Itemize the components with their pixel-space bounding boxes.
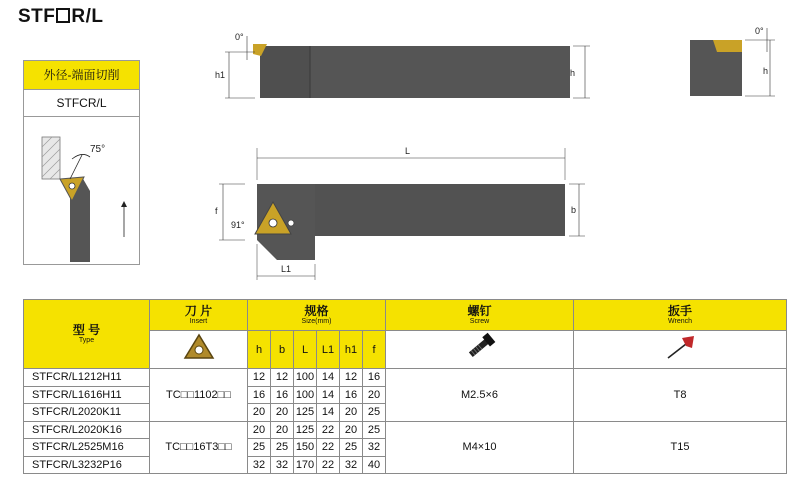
size-col-L1: L1 <box>317 331 340 369</box>
cell-h: 16 <box>248 386 271 404</box>
wrench-cell: T15 <box>574 421 787 474</box>
insert-cell: TC□□1102□□ <box>150 369 248 422</box>
b-label: b <box>571 205 577 215</box>
type-header: 型 号 Type <box>24 300 150 369</box>
cell-f: 20 <box>363 386 386 404</box>
cell-h1: 16 <box>340 386 363 404</box>
cell-b: 12 <box>271 369 294 387</box>
cell-h: 20 <box>248 421 271 439</box>
operation-label: 外径-端面切削 <box>24 61 139 90</box>
cell-f: 32 <box>363 439 386 457</box>
size-col-b: b <box>271 331 294 369</box>
cell-f: 40 <box>363 456 386 474</box>
placeholder-box-icon <box>56 8 70 23</box>
type-cell: STFCR/L1616H11 <box>24 386 150 404</box>
screw-header: 螺钉 Screw <box>386 300 574 331</box>
cell-f: 25 <box>363 404 386 422</box>
size-col-h1: h1 <box>340 331 363 369</box>
cell-b: 16 <box>271 386 294 404</box>
cell-f: 16 <box>363 369 386 387</box>
operation-diagram <box>24 117 139 264</box>
title-suffix: R/L <box>71 6 104 27</box>
insert-end-icon <box>713 40 742 52</box>
cell-L1: 14 <box>317 386 340 404</box>
type-cell: STFCR/L3232P16 <box>24 456 150 474</box>
cell-L: 125 <box>294 421 317 439</box>
angle-line <box>70 155 82 179</box>
cell-L: 100 <box>294 369 317 387</box>
screw-icon <box>460 332 500 362</box>
cell-h1: 20 <box>340 404 363 422</box>
cell-L1: 22 <box>317 439 340 457</box>
top-angle-label: 0° <box>235 32 244 42</box>
f-label: f <box>215 206 218 216</box>
cell-h: 20 <box>248 404 271 422</box>
cell-L1: 22 <box>317 421 340 439</box>
cell-h1: 12 <box>340 369 363 387</box>
cell-h: 32 <box>248 456 271 474</box>
type-cell: STFCR/L2020K11 <box>24 404 150 422</box>
insert-header: 刀 片 Insert <box>150 300 248 331</box>
top-view-drawing <box>205 20 595 105</box>
top-h-label: h <box>570 68 576 78</box>
cell-h1: 25 <box>340 439 363 457</box>
type-cell: STFCR/L2525M16 <box>24 439 150 457</box>
page-title <box>18 6 104 28</box>
size-col-L: L <box>294 331 317 369</box>
operation-model: STFCR/L <box>24 90 139 117</box>
end-view-drawing <box>685 22 785 102</box>
plan-view-drawing <box>205 140 595 285</box>
angle-label: 75° <box>90 144 106 155</box>
cell-L1: 14 <box>317 369 340 387</box>
end-h-label: h <box>763 66 769 76</box>
cell-h: 25 <box>248 439 271 457</box>
cell-b: 32 <box>271 456 294 474</box>
cell-L: 150 <box>294 439 317 457</box>
wrench-icon <box>660 332 700 362</box>
insert-image-cell <box>150 331 248 369</box>
screw-cell: M2.5×6 <box>386 369 574 422</box>
spec-table <box>23 299 787 474</box>
cell-h: 12 <box>248 369 271 387</box>
type-cell: STFCR/L1212H11 <box>24 369 150 387</box>
table-row <box>24 369 787 387</box>
angle91-label: 91° <box>231 220 245 230</box>
cell-h1: 20 <box>340 421 363 439</box>
cell-L1: 22 <box>317 456 340 474</box>
screw-cell: M4×10 <box>386 421 574 474</box>
size-col-f: f <box>363 331 386 369</box>
type-cell: STFCR/L2020K16 <box>24 421 150 439</box>
wrench-image-cell <box>574 331 787 369</box>
title-prefix: STF <box>18 6 56 27</box>
top-h1-label: h1 <box>215 70 226 80</box>
cell-L: 100 <box>294 386 317 404</box>
wrench-header: 扳手 Wrench <box>574 300 787 331</box>
cell-L: 125 <box>294 404 317 422</box>
table-row <box>24 421 787 439</box>
cell-h1: 32 <box>340 456 363 474</box>
insert-cell: TC□□16T3□□ <box>150 421 248 474</box>
cell-b: 20 <box>271 421 294 439</box>
operation-panel <box>23 60 140 265</box>
insert-icon <box>179 331 219 363</box>
cell-L: 170 <box>294 456 317 474</box>
size-col-h: h <box>248 331 271 369</box>
screw-image-cell <box>386 331 574 369</box>
cell-b: 25 <box>271 439 294 457</box>
wrench-cell: T8 <box>574 369 787 422</box>
cell-f: 25 <box>363 421 386 439</box>
cell-b: 20 <box>271 404 294 422</box>
length-label: L <box>405 146 411 156</box>
end-angle-label: 0° <box>755 26 764 36</box>
L1-label: L1 <box>281 264 292 274</box>
cell-L1: 14 <box>317 404 340 422</box>
size-header: 规格 Size(mm) <box>248 300 386 331</box>
